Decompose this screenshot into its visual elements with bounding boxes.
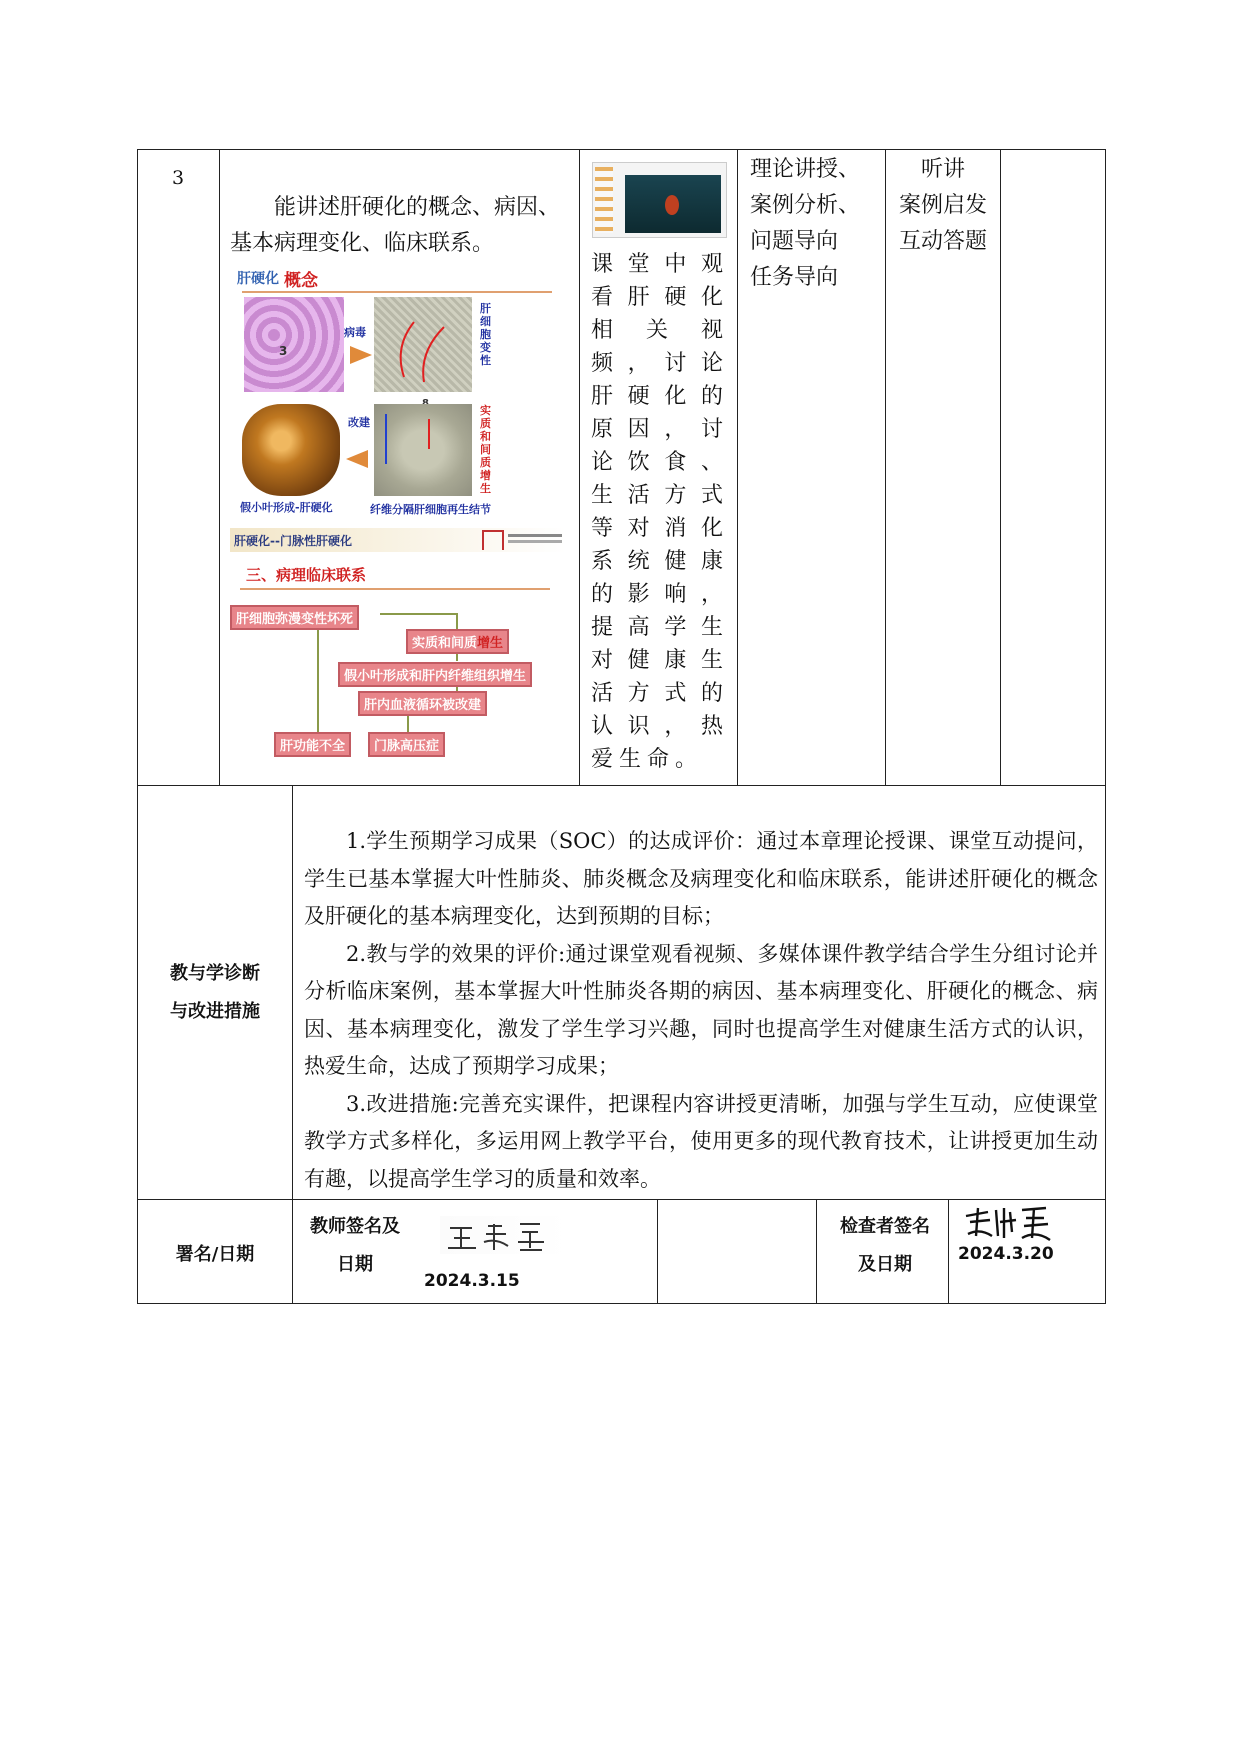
checker-date: 2024.3.20 — [958, 1244, 1054, 1264]
flow-box-proliferation-a: 实质和间质 — [412, 636, 478, 651]
evaluation-label-2: 与改进措施 — [170, 1001, 260, 1022]
row-separator-2 — [137, 1199, 1106, 1200]
evaluation-label — [138, 955, 292, 1031]
liver-histology-normal-image — [244, 297, 344, 392]
caption-fibrous-septa: 纤维分隔肝细胞再生结节 — [370, 503, 491, 516]
teacher-label-2: 日期 — [337, 1254, 373, 1275]
row3-divider-5 — [1000, 149, 1001, 785]
student-activities — [886, 152, 1000, 260]
evaluation-text — [304, 823, 1098, 1198]
caption-pseudolobule: 假小叶形成-肝硬化 — [240, 501, 333, 514]
table-border-right — [1105, 149, 1106, 1304]
liver-histology-degeneration-image — [374, 297, 472, 392]
arrow-right-icon — [350, 346, 372, 364]
flow-box-proliferation — [406, 629, 509, 654]
checker-handwritten-signature — [960, 1202, 1056, 1242]
table-border-left — [137, 149, 138, 1304]
evaluation-label-1: 教与学诊断 — [170, 963, 260, 984]
blue-mark — [374, 404, 472, 496]
figure1-title-b: 概念 — [284, 271, 318, 291]
flow-box-hepatocyte-necrosis: 肝细胞弥漫变性坏死 — [230, 605, 359, 630]
figure1-title-a: 肝硬化 — [237, 271, 279, 287]
figure2-header: 肝硬化--门脉性肝硬化 — [234, 534, 352, 548]
sig-divider-2 — [816, 1199, 817, 1304]
table-border-top — [137, 149, 1106, 150]
method-4: 任务导向 — [750, 265, 839, 290]
flow-box-circulation-remodel: 肝内血液循环被改建 — [358, 691, 487, 716]
teacher-date: 2024.3.15 — [424, 1271, 520, 1291]
cirrhotic-liver-image — [242, 404, 340, 496]
row-separator-1 — [137, 785, 1106, 786]
checker-label-1: 检查者签名 — [840, 1216, 930, 1237]
teaching-methods — [750, 152, 882, 296]
checker-signature-strokes — [960, 1202, 1056, 1242]
label-degeneration: 肝细胞变性 — [480, 302, 491, 367]
teaching-activity: 课堂中观看肝硬化相关视频，讨论肝硬化的原因，讨论饮食、生活方式等对消化系统健康的影响，提高学生对健康生活方式的认识，热爱生命。 — [591, 252, 729, 772]
label-proliferation: 实质和间质增生 — [480, 404, 491, 495]
row3-divider-3 — [737, 149, 738, 785]
method-1: 理论讲授、 — [750, 157, 861, 182]
student-activity-2: 案例启发 — [898, 193, 987, 218]
video-slide-thumbnail — [592, 162, 727, 238]
row3-divider-1 — [219, 149, 220, 785]
flow-box-portal-hypertension: 门脉高压症 — [368, 732, 445, 757]
row-number: 3 — [172, 167, 185, 189]
slide-sidebar — [595, 167, 613, 233]
sig-divider-3 — [948, 1199, 949, 1304]
teacher-signature-strokes — [440, 1216, 570, 1254]
checker-signature-label — [822, 1208, 948, 1284]
cell-number-a: 3 — [279, 344, 288, 358]
teacher-handwritten-signature — [440, 1216, 570, 1254]
flow-box-pseudolobule: 假小叶形成和肝内纤维组织增生 — [338, 662, 532, 687]
evaluation-paragraph-2: 2.教与学的效果的评价:通过课堂观看视频、多媒体课件教学结合学生分组讨论并分析临床案例，基本掌握大叶性肺炎各期的病因、基本病理变化、肝硬化的概念、病因、基本病理变化，激发了学生学习兴趣，同时也提高学生对健康生活方式的认识，热爱生命，达成了预期学习成果； — [304, 941, 1098, 1078]
signature-date-label: 署名/日期 — [175, 1244, 255, 1265]
flow-box-liver-failure: 肝功能不全 — [274, 732, 351, 757]
evaluation-paragraph-3: 3.改进措施:完善充实课件，把课程内容讲授更清晰，加强与学生互动，应使课堂教学方式多样化，多运用网上教学平台，使用更多的现代教育技术，让讲授更加生动有趣，以提高学生学习的质量和效率。 — [304, 1091, 1098, 1191]
sig-divider-1 — [657, 1199, 658, 1304]
video-play-icon — [665, 195, 679, 215]
method-2: 案例分析、 — [750, 193, 861, 218]
clinical-correlation-figure — [230, 528, 566, 778]
student-activity-1: 听讲 — [920, 157, 965, 182]
eval-divider — [292, 785, 293, 1304]
method-3: 问题导向 — [750, 229, 839, 254]
learning-objective: 能讲述肝硬化的概念、病因、基本病理变化、临床联系。 — [230, 195, 561, 256]
table-border-bottom — [137, 1303, 1106, 1304]
arrow-virus-label: 病毒 — [344, 326, 366, 339]
remodel-label: 改建 — [348, 416, 370, 429]
liver-histology-fibrosis-image — [374, 404, 472, 496]
figure1-rule — [242, 291, 552, 293]
teacher-label-1: 教师签名及 — [310, 1216, 400, 1237]
student-activity-3: 互动答题 — [898, 229, 987, 254]
figure2-section-title: 三、病理临床联系 — [246, 566, 367, 584]
row3-divider-2 — [579, 149, 580, 785]
red-curve-marks — [374, 297, 472, 392]
evaluation-paragraph-1: 1.学生预期学习成果（SOC）的达成评价：通过本章理论授课、课堂互动提问，学生已基本掌握大叶性肺炎、肺炎概念及病理变化和临床联系，能讲述肝硬化的概念及肝硬化的基本病理变化，达到预期的目标； — [304, 829, 1098, 928]
flow-box-proliferation-b: 增生 — [477, 636, 504, 651]
arrow-left-icon — [346, 450, 368, 468]
video-frame — [625, 175, 721, 233]
cirrhosis-concept-figure — [232, 264, 558, 516]
teacher-signature-label — [300, 1208, 410, 1284]
checker-label-2: 及日期 — [858, 1254, 912, 1275]
